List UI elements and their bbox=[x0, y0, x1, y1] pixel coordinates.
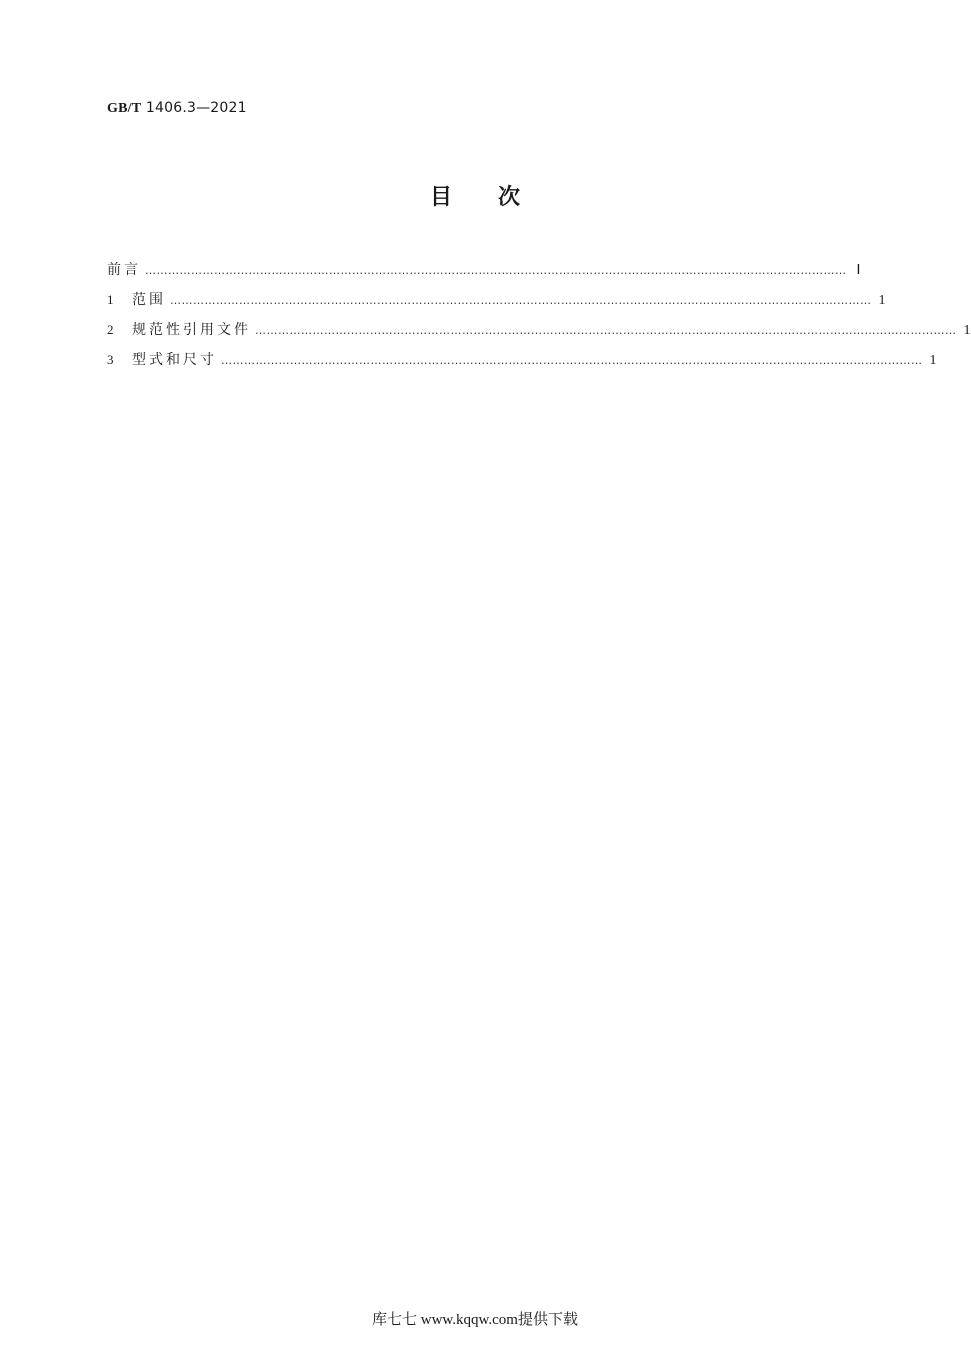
download-source-footer: 库七七 www.kqqw.com提供下载 bbox=[372, 1312, 578, 1328]
toc-entry-page: 1 bbox=[878, 293, 886, 308]
toc-entry-normative-references[interactable] bbox=[107, 319, 971, 349]
toc-entry-page: 1 bbox=[963, 323, 971, 338]
standard-number: 1406.3—2021 bbox=[145, 100, 247, 116]
toc-entry-page: Ⅰ bbox=[856, 263, 861, 278]
toc-entry-label: 范围 bbox=[132, 292, 166, 308]
toc-entry-types-and-dimensions[interactable] bbox=[107, 349, 937, 379]
toc-entry-label: 规范性引用文件 bbox=[132, 322, 251, 338]
dot-leader: ………………………………………………………………………………………………………………………………………………………………… bbox=[221, 354, 923, 367]
toc-entry-number: 1 bbox=[107, 292, 114, 307]
toc-entry-page: 1 bbox=[929, 353, 937, 368]
dot-leader: ………………………………………………………………………………………………………………………………………………………………… bbox=[145, 264, 847, 277]
table-of-contents bbox=[107, 259, 971, 379]
toc-entry-label: 前言 bbox=[107, 262, 141, 278]
toc-title: 目次 bbox=[429, 185, 566, 210]
toc-entry-number: 3 bbox=[107, 352, 114, 367]
dot-leader: ………………………………………………………………………………………………………………………………………………………………… bbox=[170, 294, 872, 307]
document-header bbox=[107, 100, 247, 117]
toc-entry-label: 型式和尺寸 bbox=[132, 352, 217, 368]
toc-entry-number: 2 bbox=[107, 322, 114, 337]
standard-prefix: GB/T bbox=[107, 101, 142, 116]
toc-entry-scope[interactable] bbox=[107, 289, 886, 319]
dot-leader: ………………………………………………………………………………………………………………………………………………………………… bbox=[255, 324, 957, 337]
toc-entry-foreword[interactable] bbox=[107, 259, 861, 289]
